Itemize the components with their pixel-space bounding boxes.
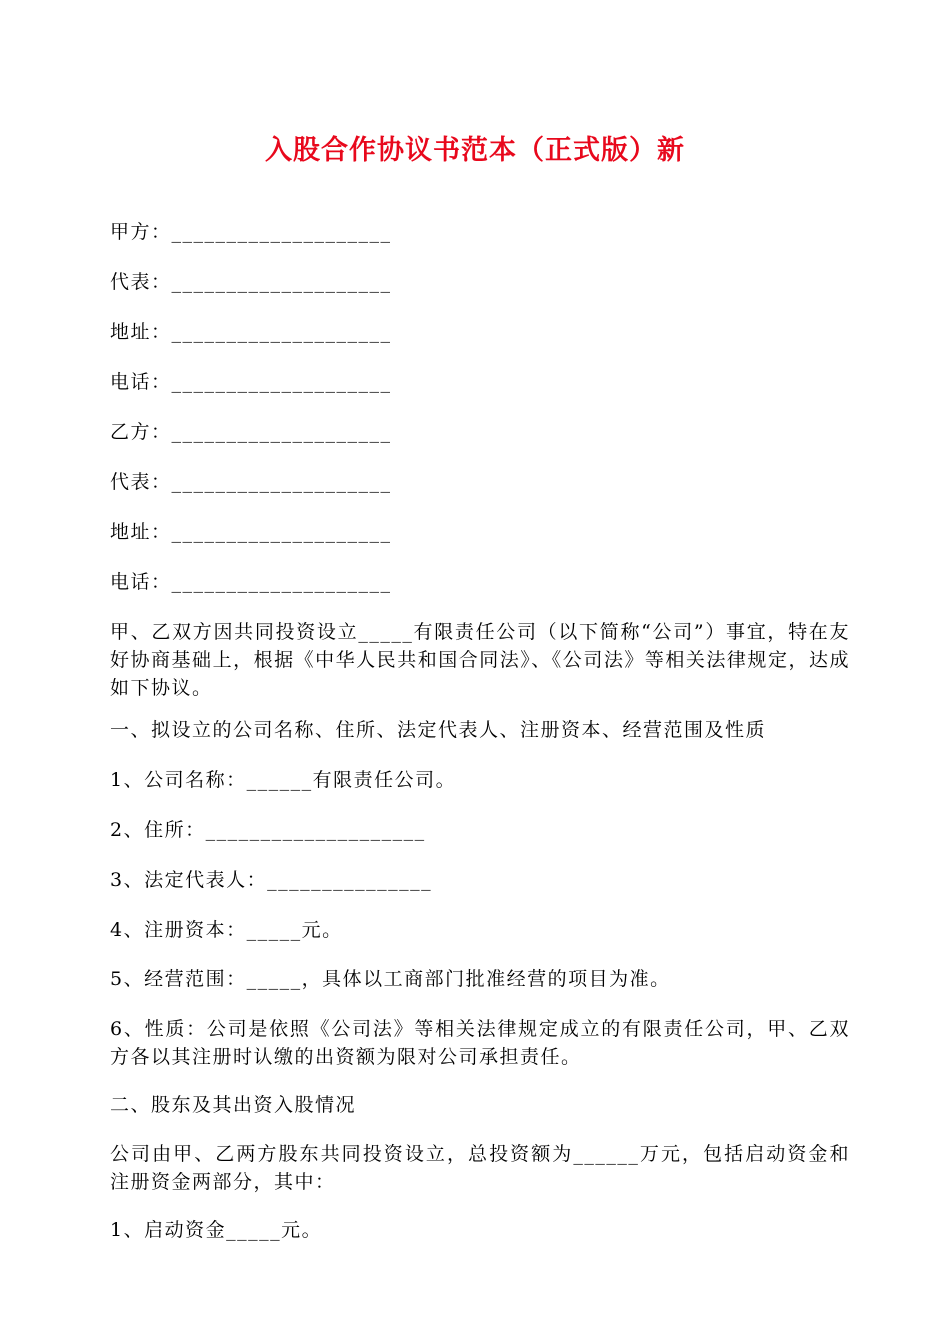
section-1-heading: 一、拟设立的公司名称、住所、法定代表人、注册资本、经营范围及性质 [110,719,767,741]
party-b-address-field: 地址：____________________ [110,521,392,543]
section-2-paragraph: 公司由甲、乙两方股东共同投资设立，总投资额为______万元，包括启动资金和注册资金两部分，其中： [110,1143,850,1193]
document-title: 入股合作协议书范本（正式版）新 [265,135,685,166]
business-scope-item: 5、经营范围：_____，具体以工商部门批准经营的项目为准。 [110,968,671,990]
party-a-representative-field: 代表：____________________ [110,271,392,293]
party-a-name-field: 甲方：____________________ [110,221,392,243]
party-b-phone-field: 电话：____________________ [110,571,392,593]
section-2-heading: 二、股东及其出资入股情况 [110,1094,357,1116]
intro-paragraph: 甲、乙双方因共同投资设立_____有限责任公司（以下简称“公司”）事宜，特在友好协商基础上，根据《中华人民共和国合同法》、《公司法》等相关法律规定，达成如下协议。 [110,621,850,699]
legal-representative-item: 3、法定代表人：_______________ [110,869,433,891]
party-b-representative-field: 代表：____________________ [110,471,392,493]
address-item: 2、住所：____________________ [110,819,426,841]
party-b-name-field: 乙方：____________________ [110,421,392,443]
company-name-item: 1、公司名称：______有限责任公司。 [110,769,457,791]
company-nature-item: 6、性质：公司是依照《公司法》等相关法律规定成立的有限责任公司，甲、乙双方各以其注册时认缴的出资额为限对公司承担责任。 [110,1018,850,1068]
startup-capital-item: 1、启动资金_____元。 [110,1219,323,1241]
registered-capital-item: 4、注册资本：_____元。 [110,919,343,941]
party-a-phone-field: 电话：____________________ [110,371,392,393]
party-a-address-field: 地址：____________________ [110,321,392,343]
